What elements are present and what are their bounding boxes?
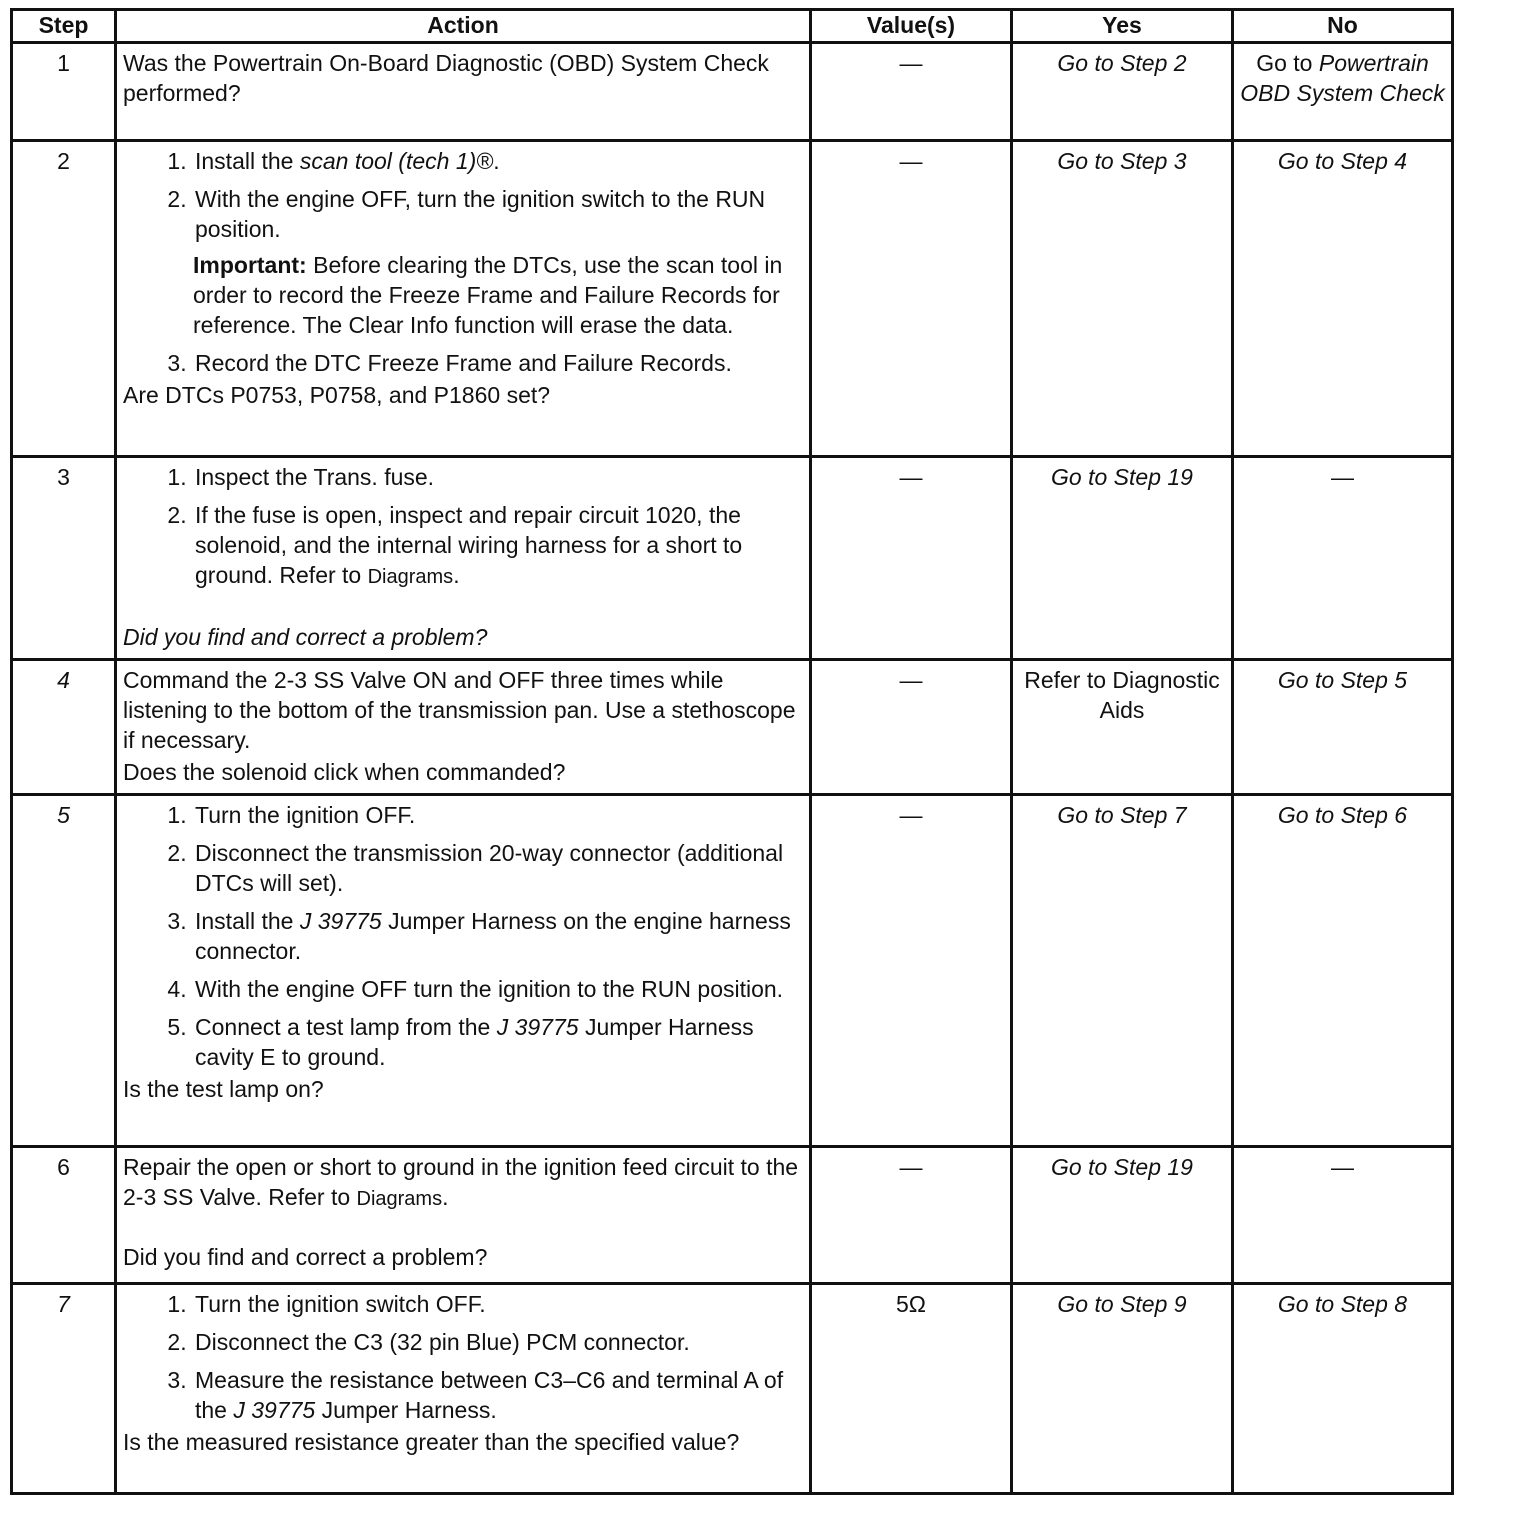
yes-cell: Go to Step 2 [1012,43,1233,141]
table-row [12,660,1453,795]
header-step: Step [12,10,116,43]
action-cell [116,1147,811,1284]
no-cell: Go to Step 8 [1233,1284,1453,1494]
question: Did you find and correct a problem? [123,1244,488,1270]
question: Are DTCs P0753, P0758, and P1860 set? [123,382,551,408]
list-item: 1. Turn the ignition OFF. [193,800,803,830]
list-item: 5. Connect a test lamp from the J 39775 Jumper Harness cavity E to ground. [193,1012,803,1072]
list-item: 4. With the engine OFF turn the ignition to the RUN position. [193,974,803,1004]
yes-cell: Refer to Diagnostic Aids [1012,660,1233,795]
diagrams-reference: Diagrams [356,1188,443,1210]
question: Does the solenoid click when commanded? [123,759,566,785]
value-cell: — [811,660,1012,795]
step-number: 6 [12,1147,116,1284]
no-cell: — [1233,457,1453,660]
no-prefix: Go to [1256,50,1313,76]
yes-cell: Go to Step 7 [1012,795,1233,1147]
action-cell [116,795,811,1147]
table-row [12,795,1453,1147]
diagrams-reference: Diagrams [367,566,454,588]
action-cell [116,457,811,660]
value-cell: — [811,457,1012,660]
table-row [12,141,1453,457]
step-number: 5 [12,795,116,1147]
no-cell: Go to Step 5 [1233,660,1453,795]
list-item: 3. Measure the resistance between C3–C6 and terminal A of the J 39775 Jumper Harness. [193,1365,803,1425]
table-row [12,43,1453,141]
list-item: 1. Turn the ignition switch OFF. [193,1289,803,1319]
table-row [12,1147,1453,1284]
list-item: 1. Inspect the Trans. fuse. [193,462,803,492]
value-cell: 5Ω [811,1284,1012,1494]
question: Is the test lamp on? [123,1076,324,1102]
question: Is the measured resistance greater than the specified value? [123,1429,740,1455]
list-item: 1. Install the scan tool (tech 1)®. [193,146,803,176]
list-item: 3. Install the J 39775 Jumper Harness on the engine harness connector. [193,906,803,966]
table-row [12,457,1453,660]
question: Did you find and correct a problem? [123,624,488,650]
table-row [12,1284,1453,1494]
header-row [12,10,1453,43]
header-no: No [1233,10,1453,43]
step-number: 2 [12,141,116,457]
yes-cell: Go to Step 3 [1012,141,1233,457]
value-cell: — [811,1147,1012,1284]
list-item: 2. With the engine OFF, turn the ignition switch to the RUN position. [193,184,803,244]
step-number: 4 [12,660,116,795]
no-cell [1233,43,1453,141]
step-number: 1 [12,43,116,141]
important-note: Important: Before clearing the DTCs, use the scan tool in order to record the Freeze Frame and Failure Records for reference. The Clear Info function will erase the data. [193,252,783,338]
no-cell: — [1233,1147,1453,1284]
step-number: 3 [12,457,116,660]
no-cell: Go to Step 6 [1233,795,1453,1147]
header-action: Action [116,10,811,43]
value-cell: — [811,43,1012,141]
list-item: 2. Disconnect the C3 (32 pin Blue) PCM connector. [193,1327,803,1357]
action-text: Command the 2-3 SS Valve ON and OFF three times while listening to the bottom of the transmission pan. Use a stethoscope if necessary. [123,667,796,753]
header-yes: Yes [1012,10,1233,43]
diagnostic-table [10,8,1454,1495]
action-text: Repair the open or short to ground in the ignition feed circuit to the 2-3 SS Valve. Refer to Diagrams. [123,1154,799,1210]
header-values: Value(s) [811,10,1012,43]
action-cell [116,660,811,795]
no-link: Powertrain OBD System Check [1240,50,1445,106]
list-item: 2. Disconnect the transmission 20-way connector (additional DTCs will set). [193,838,803,898]
yes-cell: Go to Step 19 [1012,1147,1233,1284]
value-cell: — [811,141,1012,457]
no-cell: Go to Step 4 [1233,141,1453,457]
step-number: 7 [12,1284,116,1494]
yes-cell: Go to Step 9 [1012,1284,1233,1494]
yes-cell: Go to Step 19 [1012,457,1233,660]
value-cell: — [811,795,1012,1147]
list-item: 3. Record the DTC Freeze Frame and Failure Records. [193,348,803,378]
action-cell [116,141,811,457]
action-text: Was the Powertrain On-Board Diagnostic (OBD) System Check performed? [116,43,811,141]
action-cell [116,1284,811,1494]
list-item: 2. If the fuse is open, inspect and repair circuit 1020, the solenoid, and the internal wiring harness for a short to ground. Refer to Diagrams. [193,500,803,592]
